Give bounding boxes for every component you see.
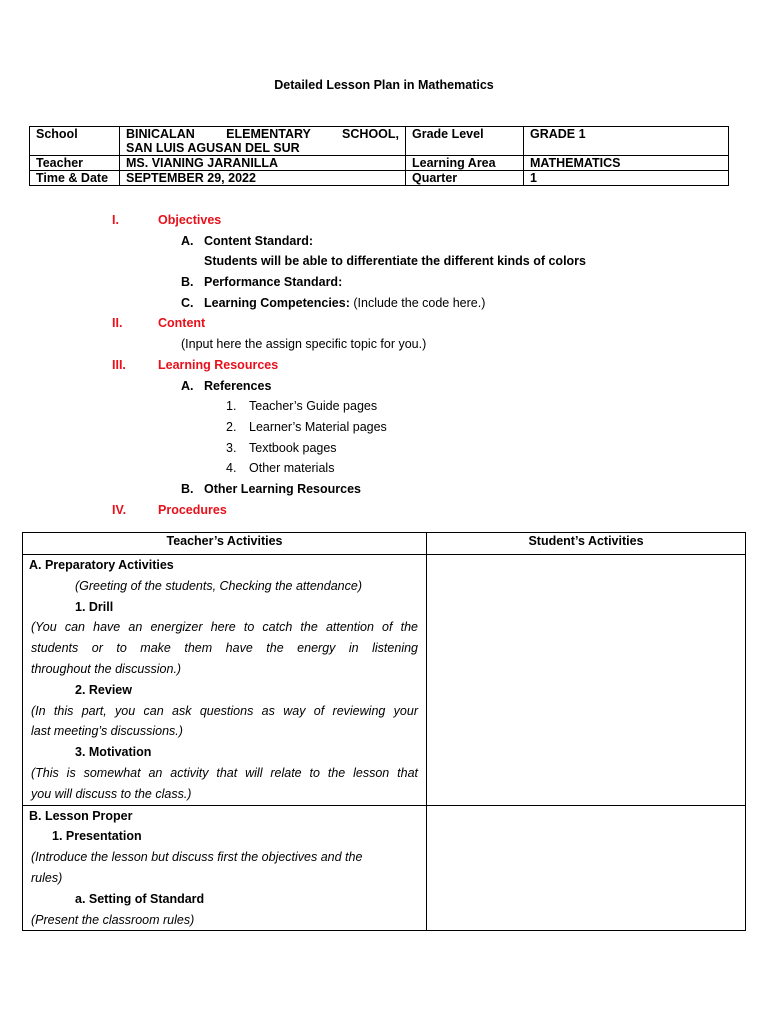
item-letter: B. bbox=[181, 275, 194, 289]
performance-standard-title: Performance Standard: bbox=[204, 275, 343, 289]
other-resources-title: Other Learning Resources bbox=[204, 482, 361, 496]
info-table bbox=[29, 126, 729, 186]
review-text-line: last meeting’s discussions.) bbox=[31, 724, 183, 739]
lesson-proper-row bbox=[23, 805, 746, 931]
section-number: I. bbox=[112, 213, 119, 227]
section-number: IV. bbox=[112, 503, 127, 517]
page-title: Detailed Lesson Plan in Mathematics bbox=[274, 78, 494, 92]
learning-competencies-title: Learning Competencies: bbox=[204, 296, 350, 310]
procedures-table bbox=[22, 532, 746, 931]
ref-number: 4. bbox=[226, 461, 237, 475]
grade-label: Grade Level bbox=[406, 127, 524, 156]
area-value: MATHEMATICS bbox=[524, 156, 729, 171]
learning-competencies-note: (Include the code here.) bbox=[353, 296, 486, 310]
setting-standard-heading: a. Setting of Standard bbox=[75, 891, 205, 906]
section-number: III. bbox=[112, 358, 126, 372]
lesson-proper-student-cell bbox=[427, 805, 746, 931]
review-heading: 2. Review bbox=[75, 682, 132, 697]
presentation-text-line: rules) bbox=[31, 870, 63, 885]
quarter-label: Quarter bbox=[406, 171, 524, 186]
item-letter: B. bbox=[181, 482, 194, 496]
school-label: School bbox=[30, 127, 120, 156]
ref-item: Teacher’s Guide pages bbox=[249, 399, 378, 413]
school-value bbox=[120, 127, 406, 156]
school-value-line1: BINICALAN ELEMENTARY SCHOOL, bbox=[126, 127, 399, 141]
school-value-line2: SAN LUIS AGUSAN DEL SUR bbox=[126, 141, 300, 155]
motivation-heading: 3. Motivation bbox=[75, 745, 152, 760]
content-standard-text: Students will be able to differentiate the different kinds of colors bbox=[204, 254, 586, 268]
section-title-procedures: Procedures bbox=[158, 503, 227, 517]
procedures-header-row bbox=[23, 533, 746, 555]
item-letter: C. bbox=[181, 296, 194, 310]
motivation-text-line: (This is somewhat an activity that will relate to the lesson that bbox=[31, 765, 418, 780]
teacher-activities-header: Teacher’s Activities bbox=[23, 533, 427, 555]
lesson-proper-heading: B. Lesson Proper bbox=[29, 808, 133, 823]
ref-item: Learner’s Material pages bbox=[249, 420, 387, 434]
learning-competencies-line bbox=[204, 296, 485, 310]
preparatory-note: (Greeting of the students, Checking the attendance) bbox=[75, 578, 362, 593]
references-title: References bbox=[204, 379, 272, 393]
section-title-content: Content bbox=[158, 316, 206, 330]
preparatory-row bbox=[23, 555, 746, 806]
grade-value: GRADE 1 bbox=[524, 127, 729, 156]
quarter-value: 1 bbox=[524, 171, 729, 186]
presentation-heading: 1. Presentation bbox=[52, 829, 142, 844]
info-row-school bbox=[30, 127, 729, 156]
motivation-text-line: you will discuss to the class.) bbox=[31, 786, 192, 801]
preparatory-student-cell bbox=[427, 555, 746, 806]
info-row-teacher bbox=[30, 156, 729, 171]
lesson-proper-cell bbox=[23, 805, 427, 931]
preparatory-heading: A. Preparatory Activities bbox=[29, 558, 174, 572]
section-title-objectives: Objectives bbox=[158, 213, 222, 227]
drill-heading: 1. Drill bbox=[75, 599, 114, 614]
ref-number: 1. bbox=[226, 399, 237, 413]
section-title-resources: Learning Resources bbox=[158, 358, 279, 372]
item-letter: A. bbox=[181, 234, 194, 248]
ref-item: Textbook pages bbox=[249, 441, 337, 455]
area-label: Learning Area bbox=[406, 156, 524, 171]
teacher-label: Teacher bbox=[30, 156, 120, 171]
review-text-line: (In this part, you can ask questions as way of reviewing your bbox=[31, 703, 418, 718]
info-row-time bbox=[30, 171, 729, 186]
drill-text-line: students or to make them have the energy in listening bbox=[31, 641, 418, 656]
preparatory-activities-cell bbox=[23, 555, 427, 806]
student-activities-header: Student’s Activities bbox=[427, 533, 746, 555]
drill-text-line: throughout the discussion.) bbox=[31, 661, 182, 676]
ref-number: 2. bbox=[226, 420, 237, 434]
teacher-value: MS. VIANING JARANILLA bbox=[120, 156, 406, 171]
content-note: (Input here the assign specific topic for you.) bbox=[181, 337, 427, 351]
presentation-text-line: (Introduce the lesson but discuss first the objectives and the bbox=[31, 850, 363, 865]
item-letter: A. bbox=[181, 379, 194, 393]
ref-item: Other materials bbox=[249, 461, 335, 475]
drill-text-line: (You can have an energizer here to catch the attention of the bbox=[31, 620, 418, 635]
ref-number: 3. bbox=[226, 441, 237, 455]
content-standard-title: Content Standard: bbox=[204, 234, 314, 248]
setting-standard-text: (Present the classroom rules) bbox=[31, 912, 195, 927]
time-value: SEPTEMBER 29, 2022 bbox=[120, 171, 406, 186]
time-label: Time & Date bbox=[30, 171, 120, 186]
section-number: II. bbox=[112, 316, 123, 330]
